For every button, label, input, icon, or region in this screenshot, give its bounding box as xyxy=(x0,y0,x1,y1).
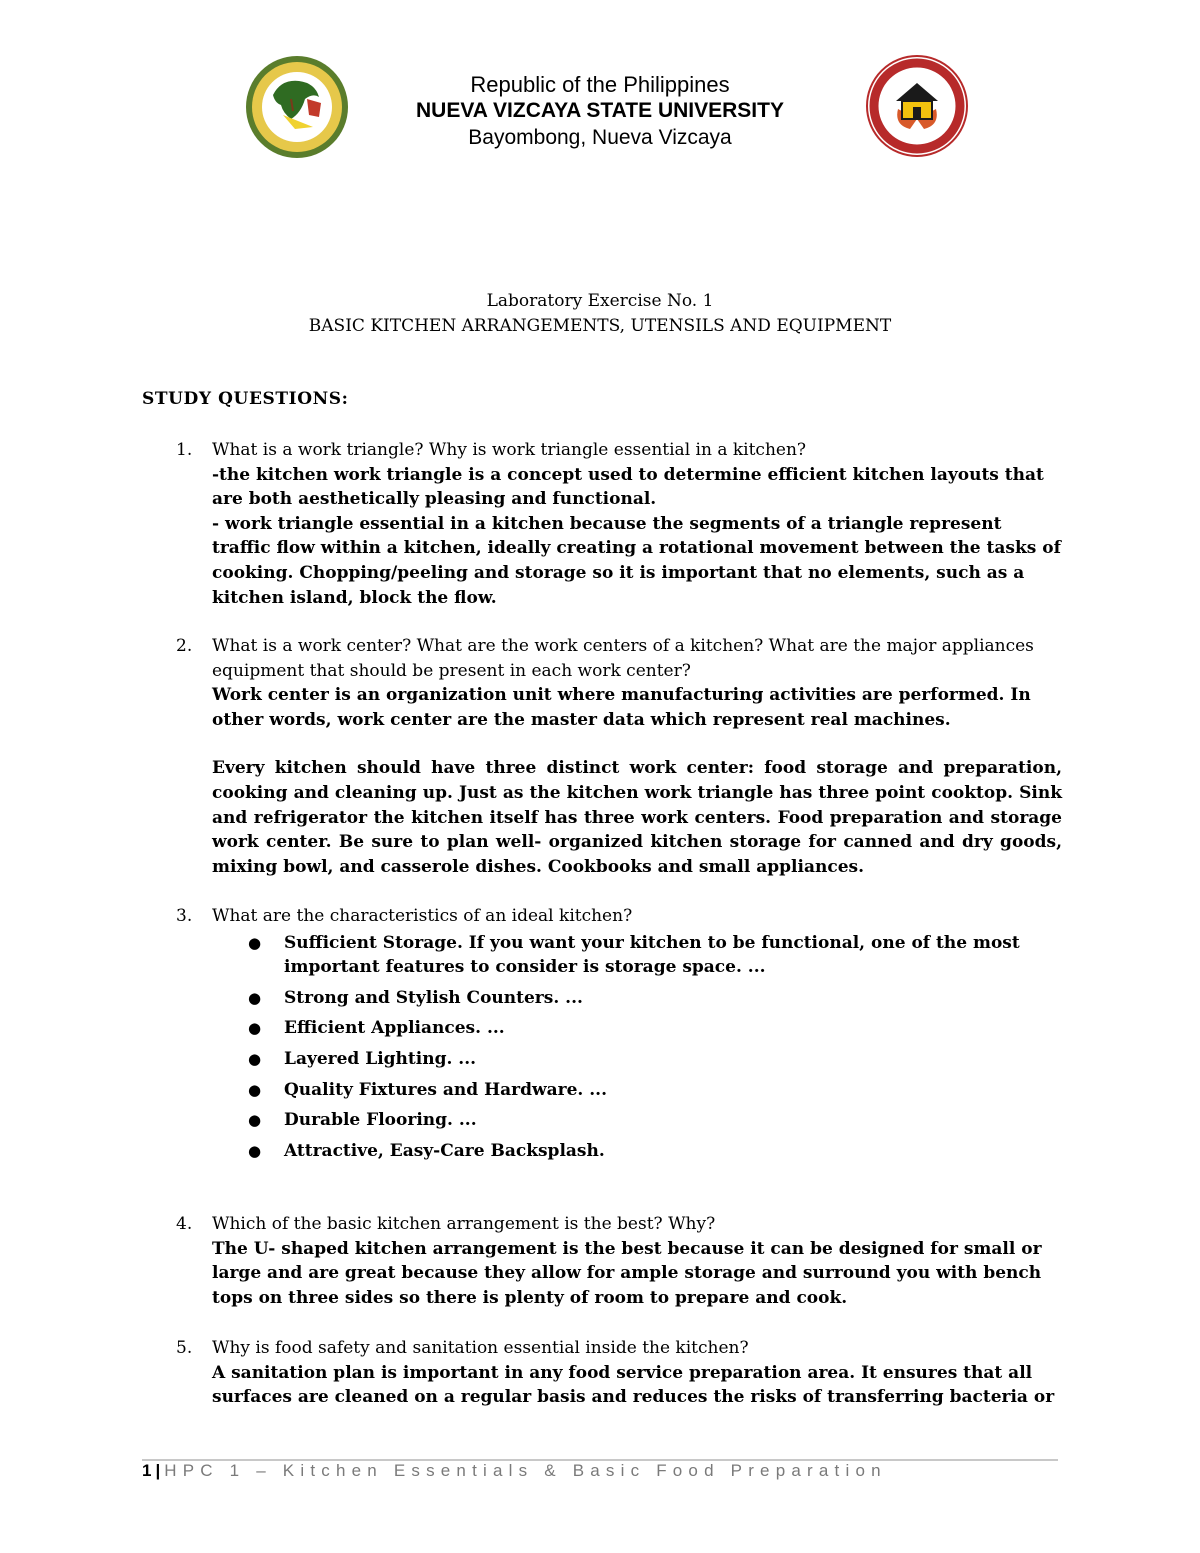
question-text: What are the characteristics of an ideal kitchen? xyxy=(212,906,633,926)
answer-text: -the kitchen work triangle is a concept used to determine efficient kitchen layouts that are both aesthetically pleasing and functional. xyxy=(212,464,1044,510)
exercise-topic: BASIC KITCHEN ARRANGEMENTS, UTENSILS AND EQUIPMENT xyxy=(308,316,892,336)
university-header xyxy=(350,71,850,152)
answer-text: - work triangle essential in a kitchen because the segments of a triangle represent traffic flow within a kitchen, ideally creating a rotational movement between the tasks of cooking. Chopping/peeling and storage so it is important that no elements, such as a kitchen island, block the flow. xyxy=(212,513,1061,608)
paragraph-gap xyxy=(212,732,1062,756)
bullet-icon: ● xyxy=(248,988,262,1007)
bullet-icon: ● xyxy=(248,1111,262,1130)
answer-text: A sanitation plan is important in any food service preparation area. It ensures that all surfaces are cleaned on a regular basis and reduces the risks of transferring bacteria or xyxy=(212,1362,1055,1408)
list-item: ● Layered Lighting. ... xyxy=(212,1047,1062,1072)
answer-text: The U- shaped kitchen arrangement is the best because it can be designed for small or large and are great because they allow for ample storage and surround you with bench tops on three sides so there is plenty of room to prepare and cook. xyxy=(212,1238,1042,1308)
course-title: HPC 1 – Kitchen Essentials & Basic Food Preparation xyxy=(164,1461,887,1480)
question-text: What is a work triangle? Why is work triangle essential in a kitchen? xyxy=(212,440,807,460)
bullet-icon: ● xyxy=(248,1049,262,1068)
characteristics-list xyxy=(212,931,1062,1164)
bullet-icon: ● xyxy=(248,1019,262,1038)
answer-text: Every kitchen should have three distinct work center: food storage and preparation, cooking and cleaning up. Just as the kitchen work triangle has three point cooktop. Sink and refrigerator the kitchen itself has three work centers. Food preparation and storage work center. Be sure to plan well- organized kitchen storage for canned and dry goods, mixing bowl, and casserole dishes. Cookbooks and small appliances. xyxy=(212,758,1062,877)
list-item: ● Quality Fixtures and Hardware. ... xyxy=(212,1078,1062,1103)
question-number: 5. xyxy=(176,1338,193,1358)
question-number: 2. xyxy=(176,636,193,656)
university-seal-logo xyxy=(243,55,351,159)
answer-text: Work center is an organization unit where manufacturing activities are performed. In other words, work center are the master data which represent real machines. xyxy=(212,685,1031,730)
list-item: ● Sufficient Storage. If you want your kitchen to be functional, one of the most important features to consider is storage space. ... xyxy=(248,932,1020,978)
footer-separator: | xyxy=(155,1461,161,1480)
question-text: Which of the basic kitchen arrangement is the best? Why? xyxy=(212,1214,716,1234)
section-heading: STUDY QUESTIONS: xyxy=(142,389,349,409)
university-name: NUEVA VIZCAYA STATE UNIVERSITY xyxy=(416,99,784,122)
college-seal-logo xyxy=(864,55,970,158)
exercise-title xyxy=(200,289,1000,339)
question-text: Why is food safety and sanitation essential inside the kitchen? xyxy=(212,1338,749,1358)
bullet-icon: ● xyxy=(248,933,262,952)
list-item: ● Attractive, Easy-Care Backsplash. xyxy=(212,1139,1062,1164)
exercise-number: Laboratory Exercise No. 1 xyxy=(486,291,714,311)
bullet-icon: ● xyxy=(248,1080,262,1099)
list-item: ● Efficient Appliances. ... xyxy=(212,1016,1062,1041)
list-item: ● Durable Flooring. ... xyxy=(212,1108,1062,1133)
republic-line: Republic of the Philippines xyxy=(470,72,730,97)
question-number: 1. xyxy=(176,440,193,460)
question-number: 4. xyxy=(176,1214,193,1234)
question-number: 3. xyxy=(176,906,193,926)
page-number: 1 xyxy=(142,1461,152,1480)
list-item: ● Strong and Stylish Counters. ... xyxy=(212,986,1062,1011)
question-text: What is a work center? What are the work centers of a kitchen? What are the major appliances equipment that should be present in each work center? xyxy=(212,636,1034,681)
university-location: Bayombong, Nueva Vizcaya xyxy=(468,126,732,149)
page-footer xyxy=(142,1461,887,1481)
bullet-icon: ● xyxy=(248,1141,262,1160)
